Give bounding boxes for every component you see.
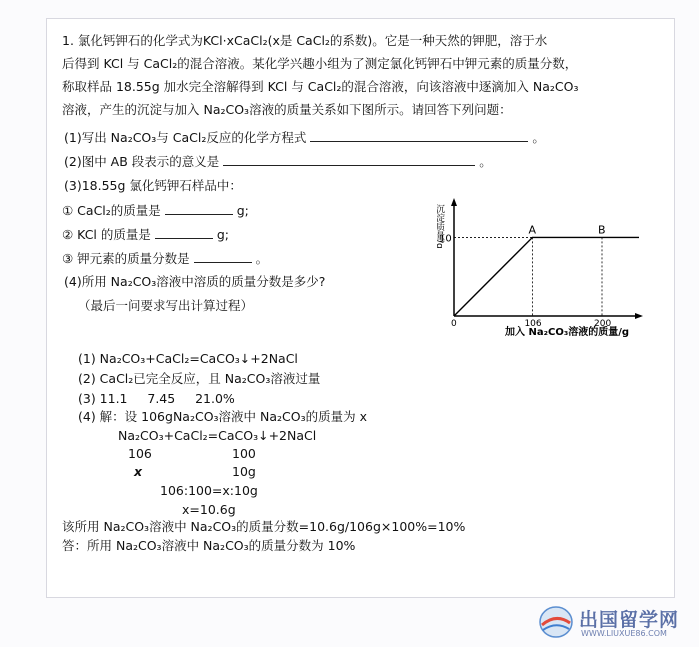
unknown-x: x — [134, 464, 143, 479]
answer-1: (1) Na₂CO₃+CaCl₂=CaCO₃↓+2NaCl — [78, 351, 298, 366]
answer-blank-3a[interactable] — [165, 202, 233, 215]
subquestion-3b-text: ② KCl 的质量是 — [62, 227, 151, 242]
subquestion-3: (3)18.55g 氯化钙钾石样品中： — [64, 178, 242, 193]
subquestion-4-note: （最后一问要求写出计算过程） — [78, 298, 254, 313]
answer-4: (4) 解：设 106gNa₂CO₃溶液中 Na₂CO₃的质量为 x — [78, 409, 367, 424]
subquestion-3a — [62, 202, 249, 219]
y-tick-10: 10 — [439, 233, 452, 245]
subquestion-4: (4)所用 Na₂CO₃溶液中溶质的质量分数是多少? — [64, 274, 326, 289]
subquestion-1 — [64, 129, 545, 146]
subquestion-2-text: (2)图中 AB 段表示的意义是 — [64, 154, 220, 169]
molar-mass-106: 106 — [128, 446, 152, 461]
molar-mass-100: 100 — [232, 446, 256, 461]
question-line-4: 溶液，产生的沉淀与加入 Na₂CO₃溶液的质量关系如下图所示。请回答下列问题： — [62, 102, 512, 117]
chart-svg — [437, 196, 643, 338]
answer-blank-2[interactable] — [223, 153, 475, 166]
precipitate-chart — [437, 196, 643, 338]
period-2: 。 — [479, 154, 492, 169]
answer-3: (3) 11.1 7.45 21.0% — [78, 391, 235, 406]
unit-3a: g; — [236, 203, 249, 218]
subquestion-3c-text: ③ 钾元素的质量分数是 — [62, 251, 190, 266]
calc-line: 该所用 Na₂CO₃溶液中 Na₂CO₃的质量分数=10.6g/106g×100%=10% — [62, 519, 466, 534]
watermark-logo — [537, 603, 697, 643]
answer-blank-3c[interactable] — [194, 250, 252, 263]
x-axis-label: 加入 Na₂CO₃溶液的质量/g — [505, 327, 630, 338]
y-axis-arrow — [451, 198, 457, 206]
mass-10g: 10g — [232, 464, 256, 479]
question-line-1: 1. 氯化钙钾石的化学式为KCl·xCaCl₂(x是 CaCl₂的系数)。它是一种天然的钾肥，溶于水 — [62, 33, 548, 48]
x-axis-arrow — [635, 313, 643, 319]
watermark-url: WWW.LIUXUE86.COM — [581, 629, 667, 638]
subquestion-3a-text: ① CaCl₂的质量是 — [62, 203, 161, 218]
x-tick-0: 0 — [451, 319, 457, 329]
answer-equation: Na₂CO₃+CaCl₂=CaCO₃↓+2NaCl — [118, 428, 317, 443]
x-tick-106: 106 — [524, 319, 542, 329]
watermark-brand: 出国留学网 — [579, 609, 680, 631]
subquestion-3b — [62, 226, 229, 243]
answer-2: (2) CaCl₂已完全反应，且 Na₂CO₃溶液过量 — [78, 371, 321, 386]
period-3c: 。 — [255, 251, 269, 266]
series-line — [454, 237, 639, 316]
period-1: 。 — [532, 130, 545, 145]
final-answer: 答：所用 Na₂CO₃溶液中 Na₂CO₃的质量分数为 10% — [62, 538, 356, 553]
unit-3b: g; — [216, 227, 229, 242]
answer-blank-3b[interactable] — [155, 226, 213, 239]
question-line-2: 后得到 KCl 与 CaCl₂的混合溶液。某化学兴趣小组为了测定氯化钙钾石中钾元素的质量分数， — [62, 56, 578, 71]
point-a-label: A — [528, 223, 536, 237]
subquestion-2 — [64, 153, 492, 170]
subquestion-1-text: (1)写出 Na₂CO₃与 CaCl₂反应的化学方程式 — [64, 130, 307, 145]
point-b-label: B — [598, 223, 606, 237]
y-axis-label: 沉淀质量/g — [437, 204, 444, 249]
answer-blank-1[interactable] — [310, 129, 528, 142]
x-result: x=10.6g — [182, 502, 236, 517]
ratio-equation: 106:100=x:10g — [160, 483, 258, 498]
question-line-3: 称取样品 18.55g 加水完全溶解得到 KCl 与 CaCl₂的混合溶液，向该溶液中逐滴加入 Na₂CO₃ — [62, 79, 579, 94]
x-tick-200: 200 — [594, 319, 612, 329]
subquestion-3c — [62, 250, 268, 267]
